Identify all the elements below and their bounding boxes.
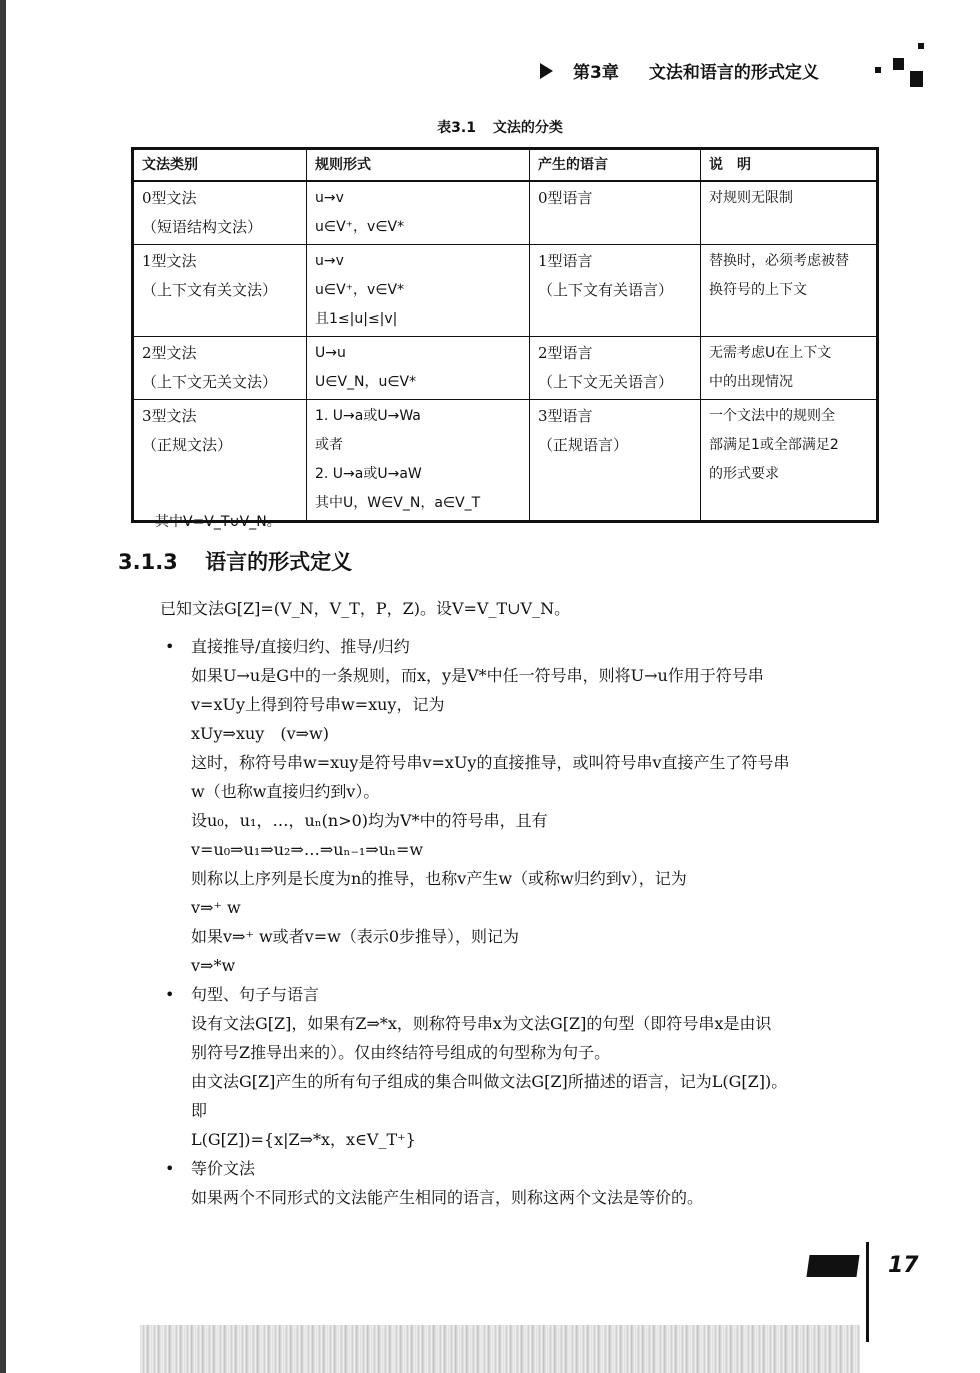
- cell-line: 换符号的上下文: [709, 282, 807, 298]
- cell-line: U∈V_N，u∈V*: [315, 374, 417, 390]
- column-header: 文法类别: [133, 149, 307, 182]
- language-cell: [530, 181, 701, 245]
- language-cell: [530, 245, 701, 337]
- cell-line: 3型语言: [538, 407, 593, 425]
- paragraph-line: w（也称w直接归约到v）。: [191, 782, 380, 801]
- cell-line: 中的出现情况: [709, 374, 793, 390]
- triangle-icon: [540, 63, 553, 79]
- cell-line: 2. U→a或U→aW: [315, 466, 422, 482]
- cell-line: 0型语言: [538, 189, 593, 207]
- note-cell: [701, 337, 878, 400]
- definitions-list: [163, 632, 908, 1212]
- bullet-heading: • 句型、句子与语言: [163, 980, 908, 1009]
- section-title: 语言的形式定义: [205, 550, 353, 574]
- note-cell: [701, 245, 878, 337]
- paragraph-line: 如果两个不同形式的文法能产生相同的语言，则称这两个文法是等价的。: [191, 1188, 704, 1207]
- rule-form-cell: [307, 337, 530, 400]
- cell-line: 2型文法: [142, 344, 197, 362]
- footer-divider: [866, 1242, 869, 1342]
- cell-line: 的形式要求: [709, 466, 779, 482]
- cell-line: 1. U→a或U→Wa: [315, 408, 421, 424]
- cell-line: 一个文法中的规则全: [709, 408, 835, 424]
- table-footnote: 其中V=V_T∪V_N。: [155, 514, 281, 530]
- cell-line: u∈V⁺，v∈V*: [315, 282, 405, 298]
- paragraph-line: 这时，称符号串w=xuy是符号串v=xUy的直接推导，或叫符号串v直接产生了符号串: [191, 753, 790, 772]
- rule-form-cell: [307, 400, 530, 522]
- cell-line: （上下文无关语言）: [538, 373, 674, 391]
- grammar-category-cell: [133, 245, 307, 337]
- paragraph-line: v=xUy上得到符号串w=xuy，记为: [191, 695, 445, 714]
- bullet-heading: • 等价文法: [163, 1154, 908, 1183]
- cell-line: 2型语言: [538, 344, 593, 362]
- rule-form-cell: [307, 181, 530, 245]
- note-cell: [701, 400, 878, 522]
- table-row: [133, 337, 878, 400]
- paragraph-line: 别符号Z推导出来的）。仅由终结符号组成的句型称为句子。: [191, 1043, 611, 1062]
- table-caption-number: 表3.1: [437, 120, 476, 136]
- cell-line: 且1≤|u|≤|v|: [315, 311, 398, 327]
- page-edge: [0, 0, 6, 1373]
- rule-form-cell: [307, 245, 530, 337]
- column-header: 规则形式: [307, 149, 530, 182]
- cell-line: （短语结构文法）: [142, 218, 263, 236]
- page-label: Page: [806, 1255, 859, 1277]
- section-number: 3.1.3: [118, 550, 178, 574]
- cell-line: u∈V⁺，v∈V*: [315, 219, 405, 235]
- cell-line: 对规则无限制: [709, 190, 793, 206]
- cell-line: 其中U，W∈V_N，a∈V_T: [315, 495, 481, 511]
- cell-line: 0型文法: [142, 189, 197, 207]
- table-row: [133, 400, 878, 522]
- page-number: 17: [888, 1253, 919, 1278]
- scan-noise: [140, 1325, 860, 1373]
- grammar-category-cell: [133, 400, 307, 522]
- note-cell: [701, 181, 878, 245]
- cell-line: u→v: [315, 190, 344, 206]
- language-cell: [530, 337, 701, 400]
- formula-line: v⇒⁺ w: [191, 898, 241, 917]
- grammar-category-cell: [133, 337, 307, 400]
- table-caption: [0, 117, 980, 137]
- paragraph-line: 设u₀，u₁，…，uₙ(n>0)均为V*中的符号串，且有: [191, 811, 548, 830]
- table-caption-text: 文法的分类: [492, 120, 563, 136]
- grammar-category-cell: [133, 181, 307, 245]
- cell-line: （上下文有关语言）: [538, 281, 674, 299]
- language-cell: [530, 400, 701, 522]
- square-ornament-icon: [910, 71, 923, 87]
- paragraph-line: 即: [191, 1101, 208, 1120]
- bullet-block: [163, 980, 908, 1154]
- formula-line: xUy⇒xuy (v⇒w): [191, 724, 329, 743]
- paragraph-line: 如果U→u是G中的一条规则，而x，y是V*中任一符号串，则将U→u作用于符号串: [191, 666, 764, 685]
- square-ornament-icon: [893, 58, 904, 70]
- paragraph-line: 设有文法G[Z]，如果有Z⇒*x，则称符号串x为文法G[Z]的句型（即符号串x是由识: [191, 1014, 772, 1033]
- chapter-title: 文法和语言的形式定义: [648, 63, 819, 83]
- bullet-block: [163, 632, 908, 980]
- cell-line: 1型语言: [538, 252, 593, 270]
- column-header: 产生的语言: [530, 149, 701, 182]
- cell-line: （上下文有关文法）: [142, 281, 278, 299]
- chapter-number: 第3章: [573, 63, 619, 83]
- square-ornament-icon: [875, 67, 881, 73]
- bullet-heading: • 直接推导/直接归约、推导/归约: [163, 632, 908, 661]
- table-row: [133, 245, 878, 337]
- table-header-row: [133, 149, 878, 182]
- table-row: [133, 181, 878, 245]
- running-header: [540, 58, 819, 83]
- paragraph-line: 由文法G[Z]产生的所有句子组成的集合叫做文法G[Z]所描述的语言，记为L(G[Z])。: [191, 1072, 788, 1091]
- cell-line: 1型文法: [142, 252, 197, 270]
- square-ornament-icon: [918, 43, 924, 49]
- formula-line: L(G[Z])={x|Z⇒*x，x∈V_T⁺}: [191, 1130, 416, 1149]
- cell-line: 无需考虑U在上下文: [709, 345, 832, 361]
- cell-line: U→u: [315, 345, 346, 361]
- section-intro: 已知文法G[Z]=(V_N，V_T，P，Z)。设V=V_T∪V_N。: [160, 599, 571, 618]
- paragraph-line: 则称以上序列是长度为n的推导，也称v产生w（或称w归约到v），记为: [191, 869, 687, 888]
- formula-line: v=u₀⇒u₁⇒u₂⇒…⇒uₙ₋₁⇒uₙ=w: [191, 840, 424, 859]
- cell-line: 替换时，必须考虑被替: [709, 253, 849, 269]
- cell-line: （正规语言）: [538, 436, 629, 454]
- bullet-block: [163, 1154, 908, 1212]
- cell-line: （上下文无关文法）: [142, 373, 278, 391]
- cell-line: 或者: [315, 437, 343, 453]
- cell-line: 3型文法: [142, 407, 197, 425]
- cell-line: （正规文法）: [142, 436, 233, 454]
- formula-line: v⇒*w: [191, 956, 236, 975]
- paragraph-line: 如果v⇒⁺ w或者v=w（表示0步推导），则记为: [191, 927, 519, 946]
- cell-line: u→v: [315, 253, 344, 269]
- column-header: 说 明: [701, 149, 878, 182]
- section-heading: [118, 546, 352, 576]
- grammar-classification-table: [131, 147, 879, 523]
- cell-line: 部满足1或全部满足2: [709, 437, 839, 453]
